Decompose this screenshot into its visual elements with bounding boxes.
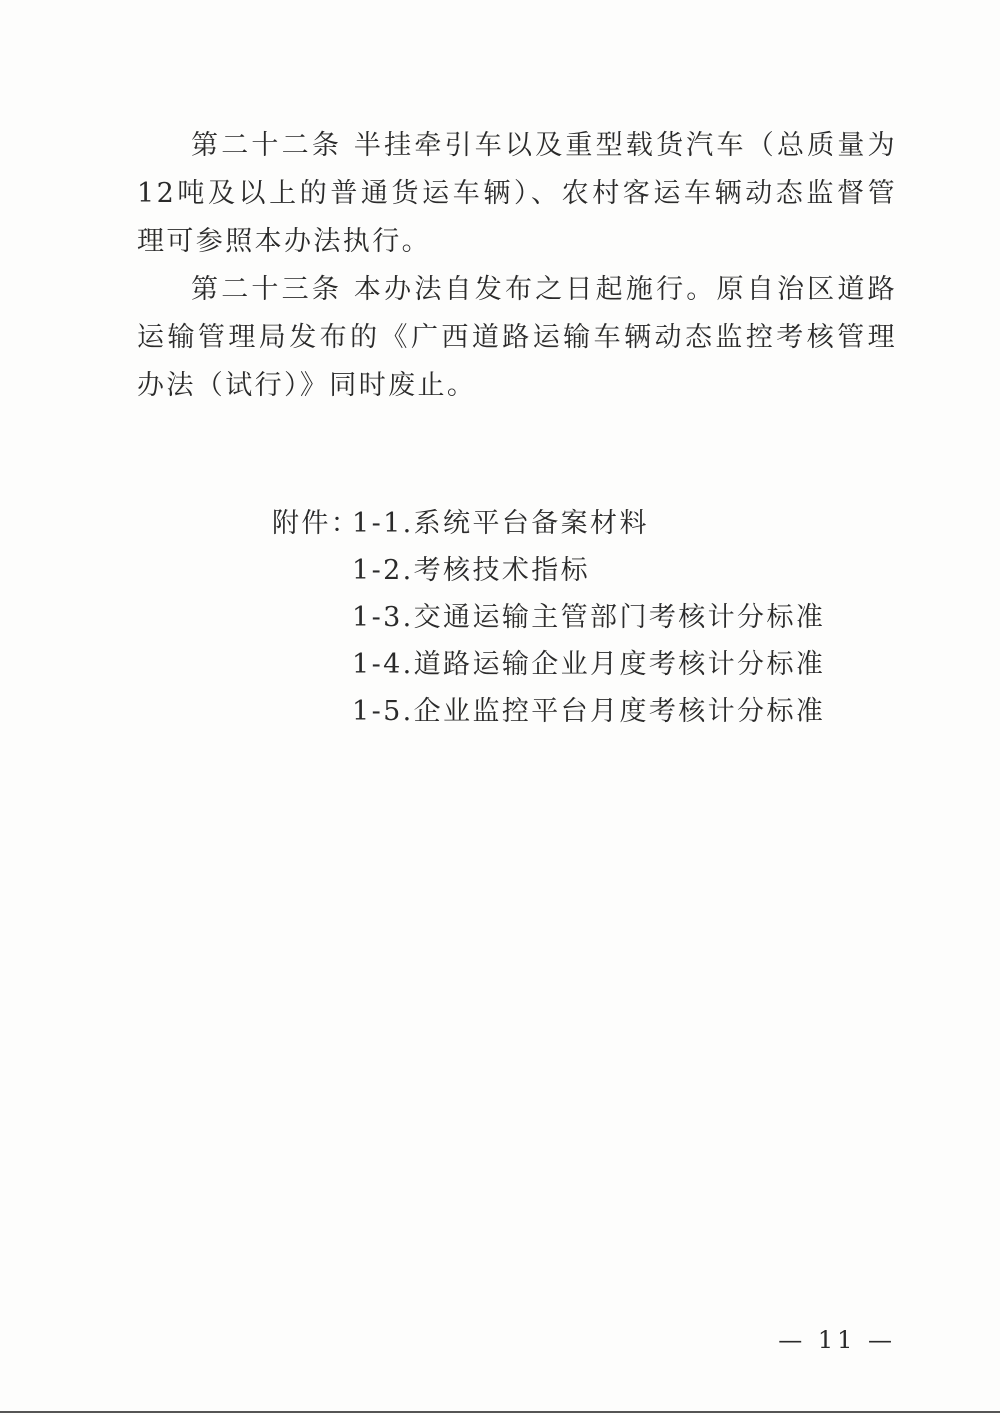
attachment-row [272,688,825,735]
attachment-item: 1-1.系统平台备案材料 [352,508,649,539]
attachment-row [272,547,825,594]
attachment-item: 1-3.交通运输主管部门考核计分标准 [352,602,826,633]
article-22-paragraph: 第二十二条 半挂牵引车以及重型载货汽车（总质量为12吨及以上的普通货运车辆）、农村客运车辆动态监督管理可参照本办法执行。 [137,130,897,257]
attachment-row [272,500,825,547]
article-23-paragraph: 第二十三条 本办法自发布之日起施行。原自治区道路运输管理局发布的《广西道路运输车辆动态监控考核管理办法（试行）》同时废止。 [137,274,897,401]
attachment-item: 1-5.企业监控平台月度考核计分标准 [352,696,826,727]
bottom-edge-line [0,1411,1000,1413]
page-number: — 11 — [778,1326,896,1354]
attachments-label: 附件： [272,508,361,539]
attachment-item: 1-4.道路运输企业月度考核计分标准 [352,649,826,680]
attachment-row [272,594,825,641]
attachment-row [272,641,825,688]
attachments-list [272,500,825,735]
attachment-item: 1-2.考核技术指标 [352,555,591,586]
